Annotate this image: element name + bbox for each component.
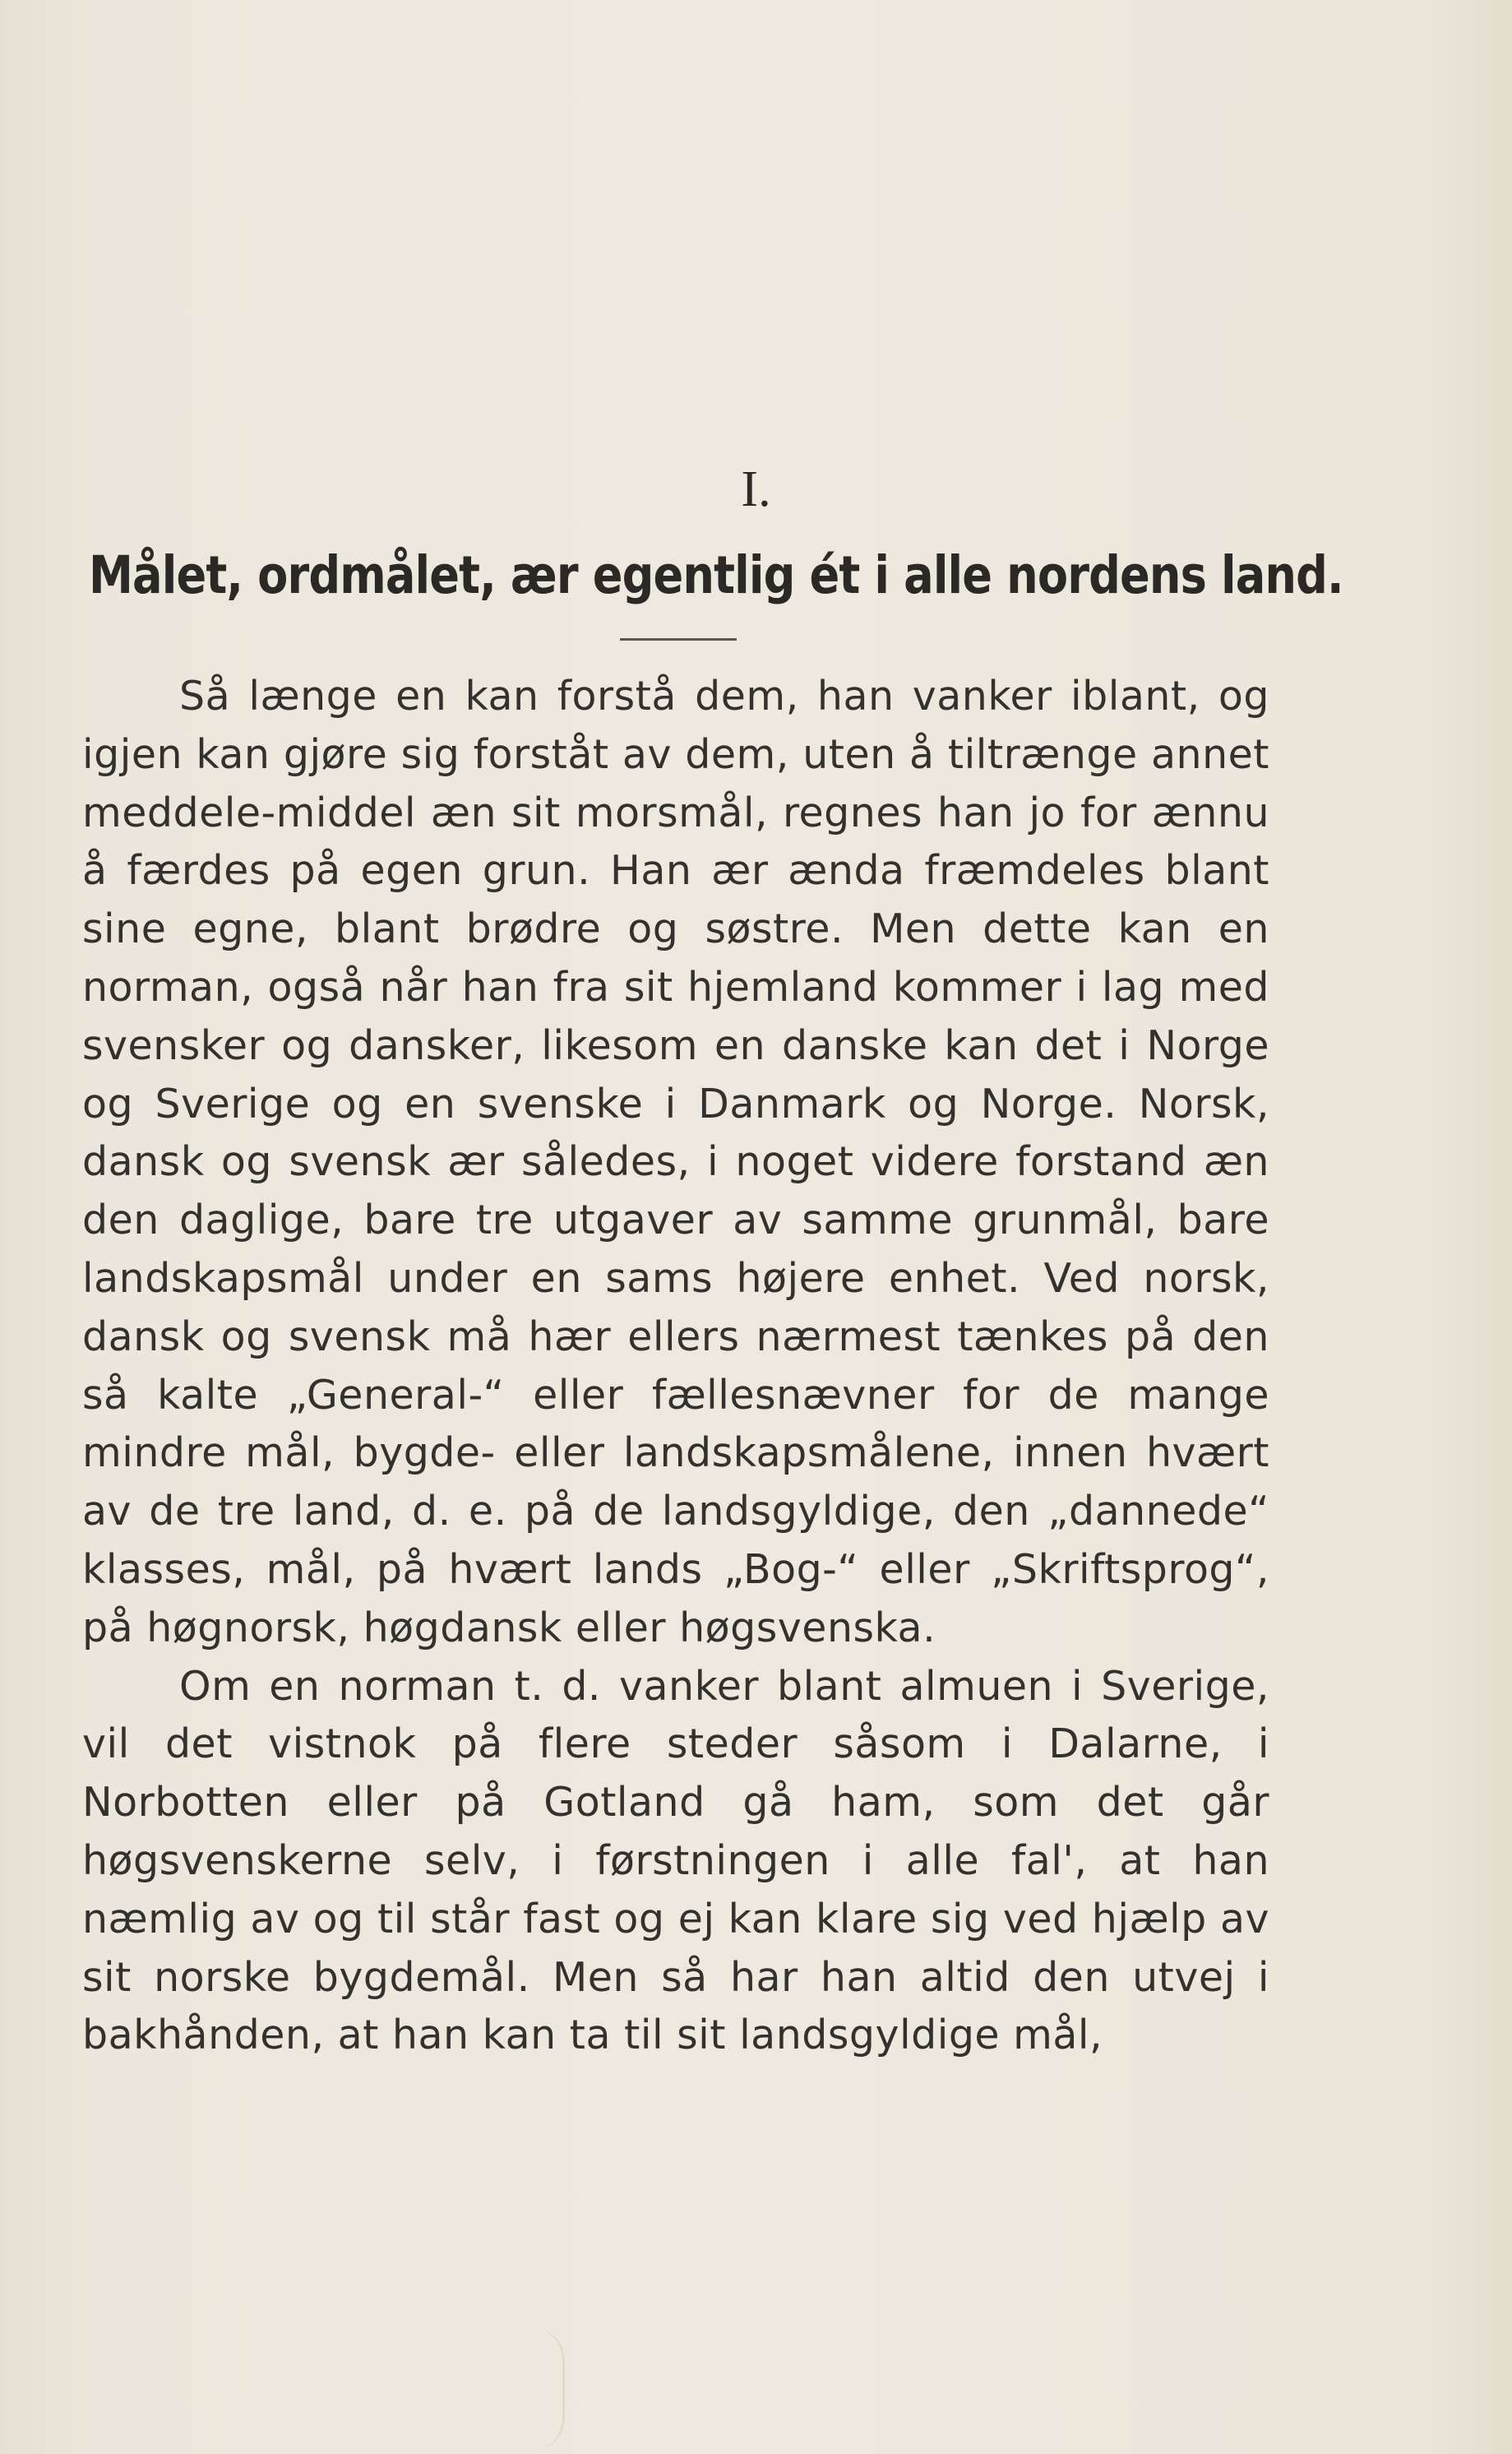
title-divider <box>620 638 737 641</box>
paragraph: Om en norman t. d. vanker blant almuen i Sverige, vil det vistnok på flere steder såsom i Dalarne, i Norbotten eller på Gotland gå ham, som det går høgsvenskerne selv, i førstningen i alle fal', at han næmlig av og til står fast og ej kan klare sig ved hjælp av sit norske bygdemål. Men så har han altid den utvej i bakhånden, at han kan ta til sit landsgyldige mål, <box>82 1662 1269 2059</box>
chapter-number: I. <box>741 461 771 517</box>
chapter-title: Målet, ordmålet, ær egentlig ét i alle nordens land. <box>89 545 1343 605</box>
page-edge-shadow <box>526 2327 565 2451</box>
paragraph: Så længe en kan forstå dem, han vanker iblant, og igjen kan gjøre sig forståt av dem, uten å tiltrænge annet meddele-middel æn sit morsmål, regnes han jo for ænnu å færdes på egen grun. Han ær ænda fræmdeles blant sine egne, blant brødre og søstre. Men dette kan en norman, også når han fra sit hjemland kommer i lag med svensker og dansker, likesom en danske kan det i Norge og Sverige og en svenske i Danmark og Norge. Norsk, dansk og svensk ær således, i noget videre forstand æn den daglige, bare tre utgaver av samme grunmål, bare landskapsmål under en sams højere enhet. Ved norsk, dansk og svensk må hær ellers nærmest tænkes på den så kalte „General-“ eller fællesnævner for de mange mindre mål, bygde- eller landskapsmålene, innen hvært av de tre land, d. e. på de landsgyldige, den „dannede“ klasses, mål, på hvært lands „Bog-“ eller „Skriftsprog“, på høgnorsk, høgdansk eller høgsvenska. <box>82 673 1269 1651</box>
body-text <box>82 668 1269 2065</box>
